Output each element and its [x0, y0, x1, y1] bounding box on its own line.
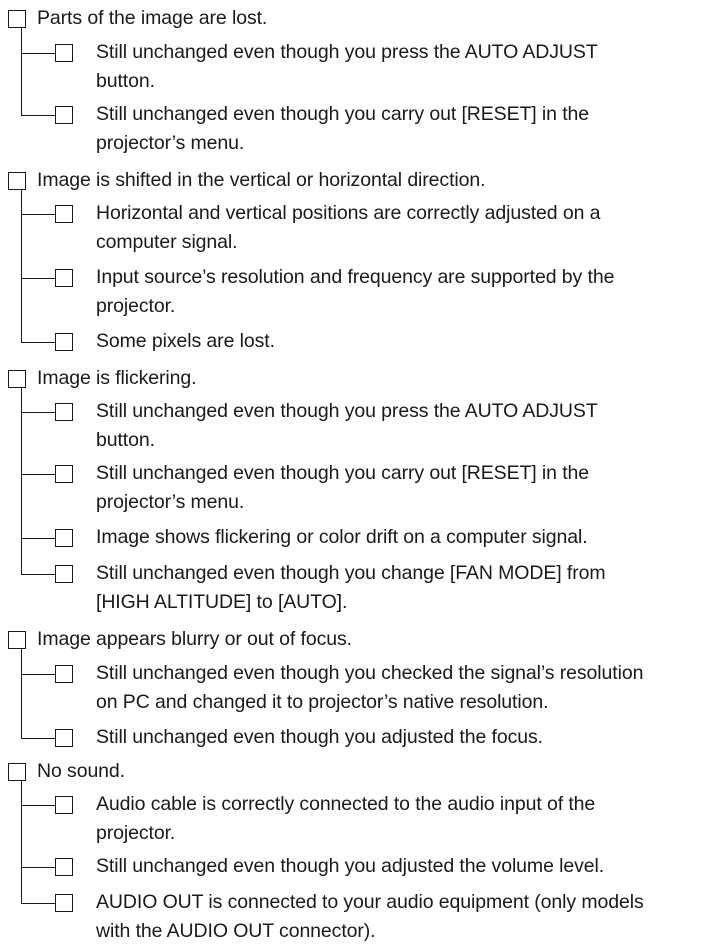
- group-label: Image is flickering.: [37, 367, 197, 389]
- group-checkbox[interactable]: [8, 763, 26, 781]
- tree-connector: [21, 781, 22, 903]
- tree-branch: [21, 53, 55, 54]
- tree-branch: [21, 738, 55, 739]
- tree-branch: [21, 278, 55, 279]
- tree-branch: [21, 115, 55, 116]
- item-checkbox[interactable]: [55, 665, 73, 683]
- tree-branch: [21, 474, 55, 475]
- tree-connector: [21, 190, 22, 342]
- item-label: Still unchanged even though you carry out [RESET] in the: [96, 103, 590, 125]
- item-label: Still unchanged even though you adjusted the focus.: [96, 726, 543, 748]
- group-checkbox[interactable]: [8, 10, 26, 28]
- item-label: Still unchanged even though you adjusted the volume level.: [96, 855, 605, 877]
- item-checkbox[interactable]: [55, 205, 73, 223]
- item-checkbox[interactable]: [55, 565, 73, 583]
- tree-branch: [21, 903, 55, 904]
- tree-connector: [21, 649, 22, 738]
- item-checkbox[interactable]: [55, 333, 73, 351]
- item-label: Horizontal and vertical positions are correctly adjusted on a: [96, 202, 601, 224]
- tree-branch: [21, 342, 55, 343]
- item-label: on PC and changed it to projector’s native resolution.: [96, 691, 549, 713]
- item-label: AUDIO OUT is connected to your audio equipment (only models: [96, 891, 644, 913]
- item-label: [HIGH ALTITUDE] to [AUTO].: [96, 591, 348, 613]
- group-checkbox[interactable]: [8, 172, 26, 190]
- tree-connector: [21, 28, 22, 115]
- item-label: with the AUDIO OUT connector).: [96, 920, 376, 942]
- item-label: Still unchanged even though you carry out [RESET] in the: [96, 462, 590, 484]
- tree-branch: [21, 412, 55, 413]
- item-checkbox[interactable]: [55, 403, 73, 421]
- item-checkbox[interactable]: [55, 894, 73, 912]
- item-label: Image shows flickering or color drift on a computer signal.: [96, 526, 588, 548]
- tree-branch: [21, 574, 55, 575]
- item-checkbox[interactable]: [55, 269, 73, 287]
- group-label: Parts of the image are lost.: [37, 7, 268, 29]
- tree-branch: [21, 214, 55, 215]
- item-checkbox[interactable]: [55, 858, 73, 876]
- group-label: No sound.: [37, 760, 125, 782]
- item-label: projector.: [96, 295, 176, 317]
- item-label: Audio cable is correctly connected to the audio input of the: [96, 793, 596, 815]
- item-label: projector’s menu.: [96, 132, 245, 154]
- tree-branch: [21, 674, 55, 675]
- item-checkbox[interactable]: [55, 796, 73, 814]
- tree-branch: [21, 867, 55, 868]
- item-label: Still unchanged even though you press the AUTO ADJUST: [96, 41, 598, 63]
- item-label: projector.: [96, 822, 176, 844]
- item-label: Input source’s resolution and frequency are supported by the: [96, 266, 615, 288]
- item-label: Some pixels are lost.: [96, 330, 275, 352]
- item-checkbox[interactable]: [55, 465, 73, 483]
- group-checkbox[interactable]: [8, 370, 26, 388]
- group-label: Image is shifted in the vertical or horizontal direction.: [37, 169, 486, 191]
- item-label: Still unchanged even though you checked the signal’s resolution: [96, 662, 644, 684]
- item-label: button.: [96, 70, 155, 92]
- item-checkbox[interactable]: [55, 106, 73, 124]
- item-checkbox[interactable]: [55, 729, 73, 747]
- tree-branch: [21, 805, 55, 806]
- group-checkbox[interactable]: [8, 631, 26, 649]
- item-checkbox[interactable]: [55, 44, 73, 62]
- group-label: Image appears blurry or out of focus.: [37, 628, 352, 650]
- item-label: Still unchanged even though you press the AUTO ADJUST: [96, 400, 598, 422]
- item-label: computer signal.: [96, 231, 238, 253]
- item-label: projector’s menu.: [96, 491, 245, 513]
- item-checkbox[interactable]: [55, 529, 73, 547]
- item-label: Still unchanged even though you change [FAN MODE] from: [96, 562, 606, 584]
- item-label: button.: [96, 429, 155, 451]
- tree-connector: [21, 388, 22, 574]
- tree-branch: [21, 538, 55, 539]
